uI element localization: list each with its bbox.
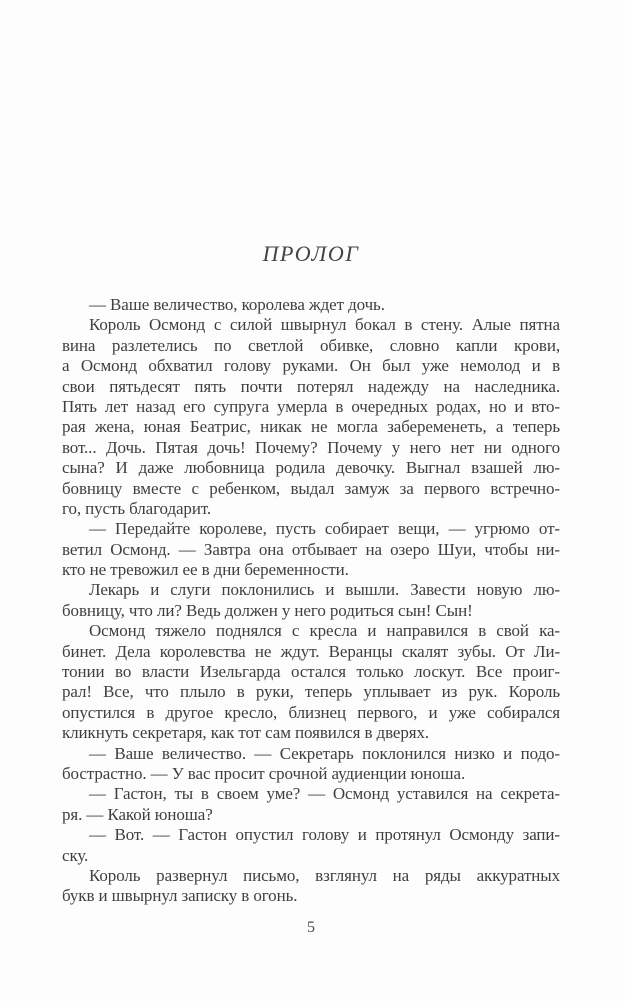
text-line: вина разлетелись по светлой обивке, словно капли крови, [62, 335, 560, 355]
text-line: бинет. Дела королевства не ждут. Веранцы скалят зубы. От Ли- [62, 641, 560, 661]
text-line: Осмонд тяжело поднялся с кресла и направился в свой ка- [89, 621, 560, 641]
text-line: ветил Осмонд. — Завтра она отбывает на озеро Шуи, чтобы ни- [62, 539, 560, 559]
text-line: рая жена, юная Беатрис, никак не могла забеременеть, а теперь [62, 417, 560, 437]
text-line: Пять лет назад его супруга умерла в очередных родах, но и вто- [62, 396, 560, 416]
text-line: — Гастон, ты в своем уме? — Осмонд уставился на секрета- [89, 784, 560, 804]
paragraph [62, 744, 560, 785]
paragraph [62, 519, 560, 580]
text-line: вот... Дочь. Пятая дочь! Почему? Почему у него нет ни одного [62, 437, 560, 457]
paragraph [62, 315, 560, 519]
paragraph [62, 580, 560, 621]
text-line: ря. — Какой юноша? [62, 804, 213, 824]
text-line: го, пусть благодарит. [62, 498, 212, 518]
text-line: бострастно. — У вас просит срочной аудиенции юноша. [62, 763, 466, 783]
text-line: Король Осмонд с силой швырнул бокал в стену. Алые пятна [89, 315, 560, 335]
text-line: тонии во власти Изельгарда остался только лоскут. Все проиг- [62, 662, 560, 682]
paragraph [62, 621, 560, 743]
paragraph [62, 866, 560, 907]
chapter-title: ПРОЛОГ [262, 241, 360, 266]
text-line: — Ваше величество, королева ждет дочь. [89, 295, 385, 314]
text-line: ску. [62, 845, 89, 865]
text-line: Король развернул письмо, взглянул на ряды аккуратных [89, 865, 560, 885]
text-line: — Вот. — Гастон опустил голову и протянул Осмонду запи- [89, 825, 560, 845]
text-line: опустился в другое кресло, близнец первого, и уже собирался [62, 702, 560, 722]
text-line: свои пятьдесят пять почти потерял надежду на наследника. [62, 376, 560, 396]
text-line: а Осмонд обхватил голову руками. Он был уже немолод и в [62, 356, 560, 376]
text-line: кто не тревожил ее в дни беременности. [62, 560, 349, 580]
text-line: Лекарь и слуги поклонились и вышли. Завести новую лю- [89, 580, 560, 600]
text-line: букв и швырнул записку в огонь. [62, 886, 298, 906]
text-line: кликнуть секретаря, как тот сам появился в дверях. [62, 723, 430, 743]
text-line: — Передайте королеве, пусть собирает вещи, — угрюмо от- [89, 519, 560, 539]
paragraph [62, 825, 560, 866]
text-line: бовницу вместе с ребенком, выдал замуж за первого встречно- [62, 478, 560, 498]
paragraph [62, 295, 560, 315]
text-block [62, 295, 560, 907]
page-number: 5 [307, 919, 315, 936]
text-line: — Ваше величество. — Секретарь поклонился низко и подо- [89, 743, 560, 763]
text-line: бовницу, что ли? Ведь должен у него родиться сын! Сын! [62, 600, 473, 620]
paragraph [62, 784, 560, 825]
text-line: сына? И даже любовница родила девочку. Выгнал взашей лю- [62, 458, 560, 478]
text-line: рал! Все, что плыло в руки, теперь уплывает из рук. Король [62, 682, 560, 702]
